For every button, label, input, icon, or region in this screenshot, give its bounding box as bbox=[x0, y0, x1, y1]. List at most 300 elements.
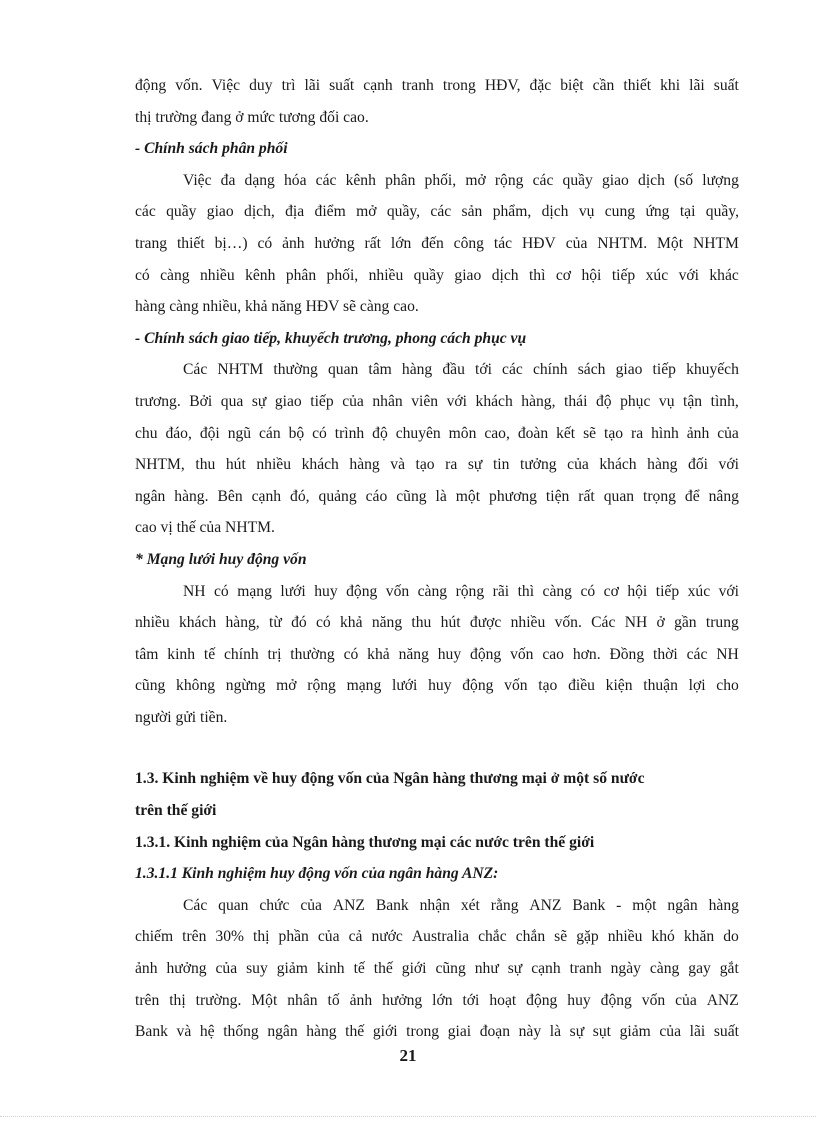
word: hưởng bbox=[314, 234, 355, 252]
word: điểm bbox=[314, 203, 346, 221]
word: của bbox=[659, 1023, 682, 1041]
word: giảm bbox=[619, 1023, 651, 1041]
word: NH bbox=[624, 614, 648, 632]
word: ra bbox=[445, 456, 458, 474]
word: cung bbox=[604, 203, 636, 221]
word: hóa bbox=[284, 171, 307, 189]
text-line bbox=[135, 953, 739, 985]
word: cạnh bbox=[363, 77, 393, 94]
word: vốn bbox=[641, 991, 666, 1009]
word: nâng bbox=[708, 487, 739, 505]
word: của bbox=[342, 392, 364, 410]
word: giao bbox=[602, 171, 629, 189]
word: với bbox=[718, 582, 739, 600]
word: của bbox=[317, 928, 340, 946]
word: ngũ bbox=[227, 424, 252, 442]
word: tố bbox=[327, 991, 340, 1009]
word: độ bbox=[372, 424, 388, 442]
word: mở bbox=[465, 171, 486, 189]
word: sự bbox=[251, 392, 267, 410]
word: lãi bbox=[304, 77, 321, 94]
word: đội bbox=[199, 424, 220, 442]
word: huy bbox=[437, 645, 462, 663]
word: phục bbox=[620, 392, 651, 410]
word: khăn bbox=[683, 928, 715, 946]
word: từ bbox=[269, 614, 282, 632]
word: xúc bbox=[645, 266, 669, 284]
word: lãi bbox=[689, 77, 705, 94]
word: động bbox=[470, 645, 502, 663]
word: chiếm bbox=[135, 928, 174, 946]
word: của bbox=[675, 991, 697, 1009]
word: lưới bbox=[391, 677, 418, 695]
word: đến bbox=[421, 234, 444, 252]
word: ảnh bbox=[349, 991, 373, 1009]
word: rất bbox=[364, 234, 381, 252]
text-line: người gửi tiền. bbox=[135, 708, 228, 726]
word: nhiều bbox=[510, 614, 546, 632]
word: phương bbox=[489, 487, 537, 505]
word: ngừng bbox=[225, 677, 266, 695]
word: hệ bbox=[199, 1023, 215, 1041]
word: rất bbox=[578, 487, 595, 505]
word: để bbox=[684, 487, 700, 505]
word: Một bbox=[251, 991, 278, 1009]
word: thị bbox=[169, 991, 186, 1009]
word: vụ bbox=[658, 392, 675, 410]
word: nhân bbox=[372, 392, 403, 410]
section-heading-communication: - Chính sách giao tiếp, khuyếch trương, phong cách phục vụ bbox=[135, 329, 527, 347]
word: phần bbox=[278, 928, 309, 946]
word: khó bbox=[651, 928, 675, 946]
word: khách bbox=[178, 614, 217, 632]
word: Các bbox=[183, 361, 208, 379]
word: công bbox=[453, 234, 484, 252]
word: tế bbox=[353, 960, 365, 978]
word: ảnh bbox=[282, 234, 305, 252]
word: hàng, bbox=[521, 392, 556, 410]
word: đối bbox=[688, 456, 708, 474]
text-line: hàng càng nhiều, khả năng HĐV sẽ càng cao. bbox=[135, 298, 419, 316]
word: nhiều bbox=[200, 266, 235, 284]
word: rộng bbox=[455, 582, 485, 600]
word: phối, bbox=[424, 171, 457, 189]
word: quầy bbox=[413, 266, 444, 284]
word: trường. bbox=[195, 991, 242, 1009]
word: có bbox=[257, 234, 273, 252]
text-line bbox=[135, 354, 739, 386]
word: hội bbox=[581, 266, 602, 284]
word: giao bbox=[615, 361, 643, 379]
word: có bbox=[214, 582, 229, 600]
word: tiếp bbox=[310, 392, 334, 410]
word: cạnh bbox=[251, 487, 282, 505]
word: trang bbox=[135, 234, 168, 252]
word: của bbox=[215, 960, 238, 978]
word: thì bbox=[528, 266, 546, 284]
word: lượng bbox=[702, 171, 739, 189]
word: này bbox=[518, 1023, 542, 1041]
text-line bbox=[135, 607, 739, 639]
word: Bên bbox=[217, 487, 243, 505]
word: tiếp bbox=[652, 361, 676, 379]
word: kênh bbox=[245, 266, 276, 284]
word: như bbox=[474, 960, 499, 978]
word: vốn bbox=[385, 582, 410, 600]
word: dịch bbox=[638, 171, 665, 189]
word: dịch, bbox=[244, 203, 275, 221]
word: chu bbox=[135, 424, 158, 442]
word: Bởi bbox=[189, 392, 213, 410]
word: khách bbox=[301, 456, 339, 474]
word: tâm bbox=[368, 361, 392, 379]
word: hưởng bbox=[166, 960, 207, 978]
word: sự bbox=[467, 456, 483, 474]
word: quầy, bbox=[386, 203, 421, 221]
word: sự bbox=[569, 1023, 585, 1041]
word: mở bbox=[276, 677, 297, 695]
word: nhiều bbox=[368, 266, 404, 284]
word: Việc bbox=[211, 77, 241, 94]
word: của bbox=[567, 456, 589, 474]
word: quan bbox=[327, 361, 359, 379]
word: bị…) bbox=[214, 234, 248, 252]
word: huy bbox=[428, 677, 452, 695]
page-bottom-divider bbox=[0, 1116, 816, 1117]
word: khi bbox=[660, 77, 681, 94]
word: nước bbox=[371, 928, 403, 946]
word: tận bbox=[683, 392, 703, 410]
section-heading-1-3: 1.3. Kinh nghiệm về huy động vốn của Ngân hàng thương mại ở một số nước bbox=[135, 770, 645, 788]
word: tạo bbox=[538, 677, 558, 695]
page-body bbox=[135, 70, 739, 1048]
word: lãi bbox=[689, 1023, 706, 1041]
word: của bbox=[717, 424, 739, 442]
word: có bbox=[343, 645, 359, 663]
word: cơ bbox=[603, 582, 619, 600]
word: địa bbox=[285, 203, 305, 221]
word: phối, bbox=[326, 266, 359, 284]
word: thường bbox=[290, 645, 335, 663]
text-line bbox=[135, 260, 739, 292]
word: trương. bbox=[135, 392, 181, 410]
text-line bbox=[135, 890, 739, 922]
word: ANZ bbox=[332, 896, 365, 914]
word: NHTM, bbox=[135, 456, 185, 474]
word: đặc bbox=[529, 77, 552, 94]
word: quầy bbox=[166, 203, 197, 221]
word: hàng bbox=[401, 361, 433, 379]
word: thế bbox=[373, 960, 393, 978]
word: trên bbox=[182, 928, 207, 946]
word: Các bbox=[183, 896, 208, 914]
text-line bbox=[135, 418, 739, 450]
word: thái bbox=[564, 392, 588, 410]
word: chuyên bbox=[395, 424, 441, 442]
word: các bbox=[502, 361, 523, 379]
word: rộng bbox=[307, 677, 336, 695]
word: 30% bbox=[215, 928, 245, 946]
word: thời bbox=[653, 645, 678, 663]
word: vụ bbox=[578, 203, 595, 221]
word: giao bbox=[454, 266, 482, 284]
word: trọng bbox=[643, 487, 676, 505]
word: thị bbox=[253, 928, 270, 946]
word: ngân bbox=[267, 1023, 298, 1041]
word: tác bbox=[493, 234, 513, 252]
word: viên bbox=[411, 392, 439, 410]
text-line bbox=[135, 449, 739, 481]
word: rằng bbox=[490, 896, 519, 914]
word: giới bbox=[401, 960, 427, 978]
word: tới bbox=[475, 361, 492, 379]
word: càng bbox=[160, 266, 190, 284]
word: cao bbox=[542, 645, 564, 663]
word: Một bbox=[657, 234, 684, 252]
word: các bbox=[430, 203, 452, 221]
word: sẽ bbox=[554, 928, 568, 946]
word: đoạn bbox=[479, 1023, 511, 1041]
word: vốn. bbox=[175, 77, 203, 94]
word: sách bbox=[577, 361, 606, 379]
word: tâm bbox=[135, 645, 159, 663]
word: lớn bbox=[432, 991, 453, 1009]
word: xúc bbox=[687, 582, 711, 600]
word: càng bbox=[542, 582, 572, 600]
word: do bbox=[723, 928, 739, 946]
word: càng bbox=[649, 960, 680, 978]
word: hàng bbox=[708, 896, 739, 914]
text-line bbox=[135, 386, 739, 418]
word: kênh bbox=[345, 171, 376, 189]
word: vốn. bbox=[554, 614, 582, 632]
word: ngày bbox=[610, 960, 641, 978]
word: quan bbox=[603, 487, 635, 505]
word: trung bbox=[705, 614, 739, 632]
word: quan bbox=[218, 896, 249, 914]
word: một bbox=[455, 487, 481, 505]
word: càng bbox=[417, 582, 448, 600]
word: khách bbox=[599, 456, 637, 474]
word: cơ bbox=[555, 266, 572, 284]
word: qua bbox=[220, 392, 244, 410]
word: ảnh bbox=[686, 424, 710, 442]
word: sẽ bbox=[583, 424, 597, 442]
word: huy bbox=[567, 991, 591, 1009]
word: xét bbox=[460, 896, 480, 914]
word: gặp bbox=[576, 928, 599, 946]
word: kinh bbox=[167, 645, 195, 663]
word: tiếp bbox=[611, 266, 636, 284]
word: huy bbox=[314, 582, 338, 600]
word: các bbox=[315, 171, 337, 189]
word: thường bbox=[273, 361, 318, 379]
word: Bank bbox=[572, 896, 606, 914]
word: động bbox=[462, 677, 494, 695]
word: động bbox=[526, 991, 558, 1009]
word: môn bbox=[448, 424, 477, 442]
word: với bbox=[678, 266, 699, 284]
word: NHTM bbox=[217, 361, 264, 379]
word: biệt bbox=[560, 77, 584, 94]
word: hút bbox=[440, 614, 461, 632]
word: kết bbox=[556, 424, 576, 442]
word: suy bbox=[246, 960, 268, 978]
word: động bbox=[600, 991, 632, 1009]
word: và bbox=[390, 456, 405, 474]
word: khách bbox=[475, 392, 513, 410]
word: rãi bbox=[492, 582, 510, 600]
word: nhận bbox=[419, 896, 450, 914]
word: lưới bbox=[280, 582, 306, 600]
word: gay bbox=[688, 960, 711, 978]
word: gắt bbox=[719, 960, 739, 978]
word: giảm bbox=[276, 960, 308, 978]
word: cũng bbox=[396, 487, 427, 505]
word: NHTM bbox=[692, 234, 739, 252]
word: đoàn bbox=[517, 424, 549, 442]
word: tế bbox=[203, 645, 216, 663]
word: thuận bbox=[643, 677, 678, 695]
word: nhiều bbox=[135, 614, 170, 632]
word: chắc bbox=[478, 928, 507, 946]
word: động bbox=[135, 77, 167, 94]
word: cáo bbox=[365, 487, 388, 505]
word: kiện bbox=[605, 677, 633, 695]
word: giới bbox=[372, 1023, 398, 1041]
word: lớn bbox=[390, 234, 412, 252]
word: đó, bbox=[290, 487, 310, 505]
text-line bbox=[135, 481, 739, 513]
word: hàng. bbox=[174, 487, 209, 505]
word: khả bbox=[367, 645, 390, 663]
word: dịch bbox=[491, 266, 519, 284]
word: độ bbox=[595, 392, 612, 410]
word: thiết bbox=[623, 77, 652, 94]
word: thu bbox=[411, 614, 432, 632]
word: với bbox=[718, 456, 739, 474]
word: hoạt bbox=[489, 991, 517, 1009]
word: cũng bbox=[435, 960, 466, 978]
text-line: thị trường đang ở mức tương đối cao. bbox=[135, 108, 369, 126]
text-line bbox=[135, 70, 739, 102]
word: Australia bbox=[411, 928, 470, 946]
word: phân bbox=[385, 171, 416, 189]
word: dịch bbox=[541, 203, 569, 221]
word: ra bbox=[631, 424, 644, 442]
word: với bbox=[446, 392, 467, 410]
word: các bbox=[686, 645, 708, 663]
word: điều bbox=[568, 677, 595, 695]
word: cũng bbox=[135, 677, 166, 695]
word: cả bbox=[348, 928, 363, 946]
section-heading-network: * Mạng lưới huy động vốn bbox=[135, 550, 307, 568]
word: năng bbox=[398, 645, 429, 663]
word: nhân bbox=[287, 991, 318, 1009]
word: nhiều bbox=[256, 456, 292, 474]
word: khả bbox=[340, 614, 363, 632]
word: bộ bbox=[288, 424, 305, 442]
word: NH bbox=[183, 582, 206, 600]
text-line bbox=[135, 576, 739, 608]
word: chính bbox=[224, 645, 259, 663]
word: ảnh bbox=[135, 960, 158, 978]
word: giai bbox=[447, 1023, 472, 1041]
word: động bbox=[346, 582, 378, 600]
word: có bbox=[315, 614, 331, 632]
word: sự bbox=[507, 960, 523, 978]
word: đầu bbox=[442, 361, 465, 379]
word: vốn bbox=[510, 645, 534, 663]
word: hút bbox=[225, 456, 246, 474]
word: thống bbox=[223, 1023, 259, 1041]
word: (số bbox=[674, 171, 694, 189]
word: chính bbox=[532, 361, 568, 379]
word: rộng bbox=[494, 171, 524, 189]
word: phẩm, bbox=[492, 203, 532, 221]
word: cần bbox=[592, 77, 615, 94]
word: thu bbox=[195, 456, 216, 474]
word: khuyếch bbox=[686, 361, 739, 379]
word: thiết bbox=[176, 234, 205, 252]
word: hưởng bbox=[382, 991, 423, 1009]
word: NH bbox=[716, 645, 739, 663]
word: tiếp bbox=[655, 582, 680, 600]
word: Bank bbox=[375, 896, 409, 914]
word: suất bbox=[329, 77, 355, 94]
word: cao, bbox=[484, 424, 510, 442]
section-heading-1-3-1: 1.3.1. Kinh nghiệm của Ngân hàng thương mại các nước trên thế giới bbox=[135, 833, 595, 851]
word: có bbox=[312, 424, 327, 442]
text-line: cao vị thế của NHTM. bbox=[135, 519, 275, 537]
word: nhiều bbox=[607, 928, 643, 946]
text-line bbox=[135, 1016, 739, 1048]
word: cạnh bbox=[531, 960, 561, 978]
text-line bbox=[135, 228, 739, 260]
word: hàng bbox=[306, 1023, 337, 1041]
word: trên bbox=[135, 991, 160, 1009]
word: trong bbox=[442, 77, 476, 94]
word: các bbox=[532, 171, 554, 189]
word: ANZ bbox=[529, 896, 562, 914]
word: trong bbox=[406, 1023, 440, 1041]
word: trì bbox=[281, 77, 296, 94]
word: tới bbox=[462, 991, 480, 1009]
word: suất bbox=[713, 77, 739, 94]
text-line bbox=[135, 670, 739, 702]
word: quầy, bbox=[705, 203, 739, 221]
word: Việc bbox=[183, 171, 212, 189]
word: mở bbox=[356, 203, 377, 221]
word: lợi bbox=[688, 677, 706, 695]
word: giao bbox=[206, 203, 234, 221]
word: năng bbox=[371, 614, 403, 632]
word: khác bbox=[709, 266, 739, 284]
word: ngân bbox=[135, 487, 166, 505]
word: sản bbox=[461, 203, 483, 221]
word: được bbox=[469, 614, 502, 632]
word: dạng bbox=[244, 171, 275, 189]
word: trị bbox=[267, 645, 282, 663]
word: là bbox=[435, 487, 447, 505]
word: đa bbox=[220, 171, 236, 189]
word: thế bbox=[345, 1023, 365, 1041]
word: tiện bbox=[545, 487, 570, 505]
word: ứng bbox=[645, 203, 670, 221]
section-gap bbox=[135, 733, 739, 763]
word: cho bbox=[716, 677, 739, 695]
section-heading-distribution: - Chính sách phân phối bbox=[135, 140, 288, 158]
